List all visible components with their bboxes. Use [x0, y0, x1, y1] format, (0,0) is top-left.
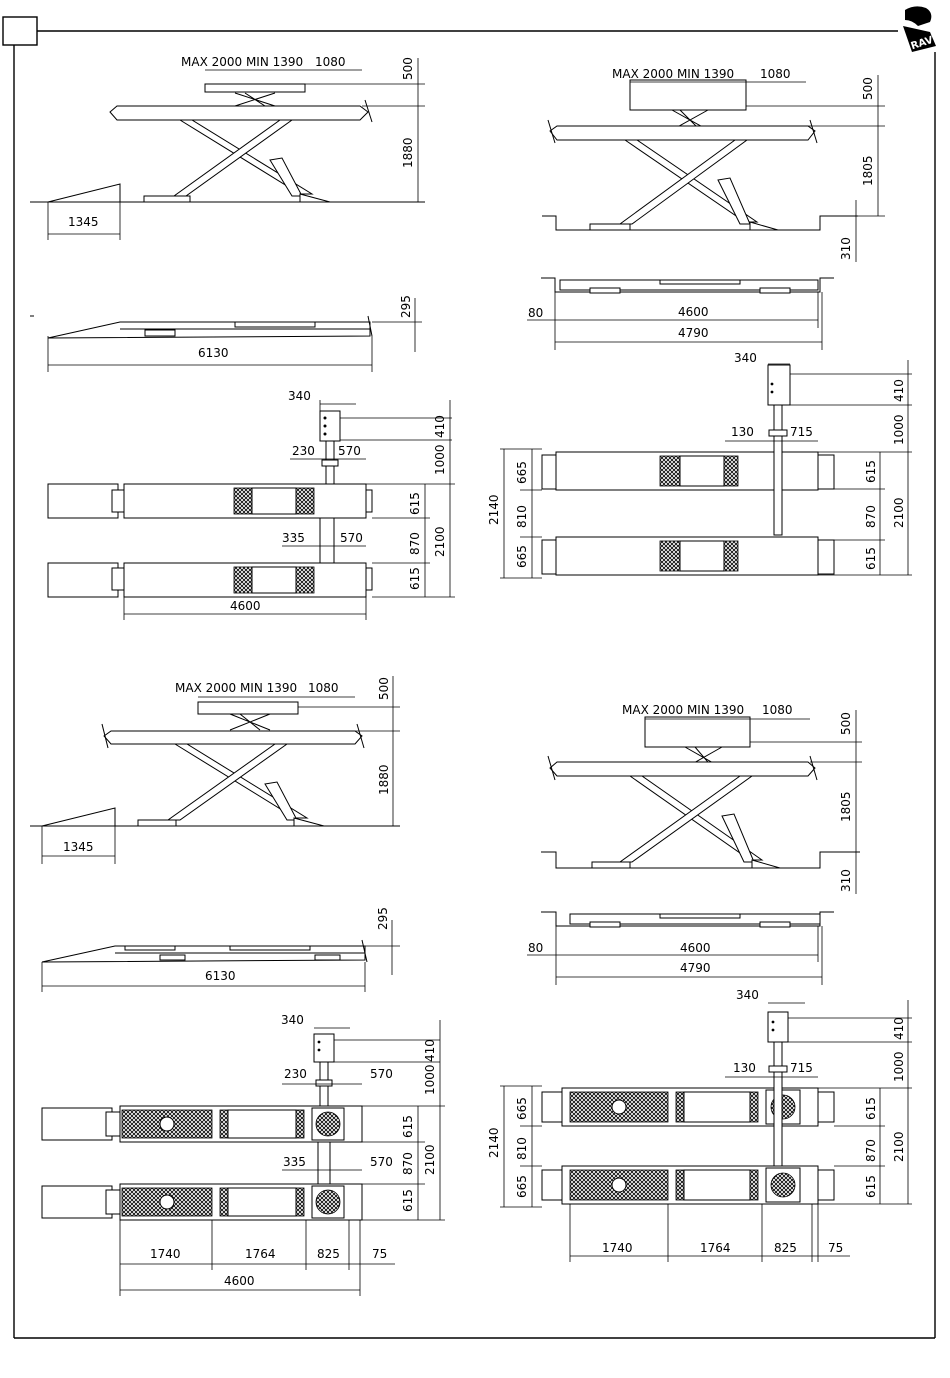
plan-view-top-left [30, 295, 422, 372]
dim-500-4: 500 [839, 712, 853, 735]
logo-text: RAV [909, 34, 935, 53]
side-view-top-right [542, 67, 885, 262]
dim-570-4: 570 [370, 1155, 393, 1169]
dim-75: 75 [372, 1247, 388, 1261]
side-view-lower-right [541, 703, 862, 894]
dim-130: 130 [731, 425, 754, 439]
rav-logo [903, 6, 936, 52]
dim-1880: 1880 [401, 137, 415, 168]
dim-615-4: 615 [401, 1115, 415, 1138]
top-view-lower-right [487, 988, 912, 1262]
dim-715: 715 [790, 425, 813, 439]
dim-810: 810 [515, 505, 529, 528]
dim-340-3: 340 [281, 1013, 304, 1027]
dim-1000: 1000 [433, 444, 447, 475]
dim-615: 615 [408, 492, 422, 515]
dim-665-2: 665 [515, 545, 529, 568]
dim-1345-2: 1345 [63, 840, 94, 854]
dim-570: 570 [338, 444, 361, 458]
dim-870-2: 870 [864, 505, 878, 528]
dim-335-2: 335 [283, 1155, 306, 1169]
dim-615-6: 615 [864, 1097, 878, 1120]
dim-410-3: 410 [423, 1039, 437, 1062]
dim-340-4: 340 [736, 988, 759, 1002]
dim-2100-2: 2100 [892, 497, 906, 528]
dim-1805: 1805 [861, 155, 875, 186]
top-view-lower-left [42, 1013, 445, 1296]
top-view-top-right [487, 351, 912, 578]
dim-340-2: 340 [734, 351, 757, 365]
dim-615-3: 615 [864, 547, 878, 570]
dim-4790: 4790 [678, 326, 709, 340]
plan-view-lower-right [527, 912, 834, 985]
dim-1080: 1080 [315, 55, 346, 69]
dim-410: 410 [433, 415, 447, 438]
dim-715-2: 715 [790, 1061, 813, 1075]
label-max-min: MAX 2000 MIN 1390 [181, 55, 304, 69]
dim-410-4: 410 [892, 1017, 906, 1040]
dim-870-4: 870 [864, 1139, 878, 1162]
top-view-top-left [48, 389, 455, 620]
label-max-min-3: MAX 2000 MIN 1390 [175, 681, 298, 695]
dim-500-2: 500 [861, 77, 875, 100]
dim-570b: 570 [340, 531, 363, 545]
label-max-min-4: MAX 2000 MIN 1390 [622, 703, 745, 717]
dim-410-2: 410 [892, 379, 906, 402]
dim-870-3: 870 [401, 1152, 415, 1175]
dim-130-2: 130 [733, 1061, 756, 1075]
dim-500: 500 [401, 57, 415, 80]
dim-310: 310 [839, 237, 853, 260]
dim-4600-2: 4600 [678, 305, 709, 319]
dim-295: 295 [399, 295, 413, 318]
dim-1000-4: 1000 [892, 1051, 906, 1082]
dim-810-2: 810 [515, 1137, 529, 1160]
dim-2140: 2140 [487, 494, 501, 525]
dim-2100-3: 2100 [423, 1144, 437, 1175]
dim-6130-2: 6130 [205, 969, 236, 983]
dim-615-7: 615 [864, 1175, 878, 1198]
dim-1740-2: 1740 [602, 1241, 633, 1255]
dim-1805-2: 1805 [839, 791, 853, 822]
dim-230: 230 [292, 444, 315, 458]
dim-1740: 1740 [150, 1247, 181, 1261]
dim-615-2: 615 [864, 460, 878, 483]
dim-1880-2: 1880 [377, 764, 391, 795]
dim-230-2: 230 [284, 1067, 307, 1081]
dim-1345: 1345 [68, 215, 99, 229]
plan-view-lower-left [42, 907, 400, 992]
plan-view-top-right [527, 278, 834, 350]
dim-615b: 615 [408, 567, 422, 590]
dim-870: 870 [408, 532, 422, 555]
dim-295-2: 295 [376, 907, 390, 930]
dim-1080-4: 1080 [762, 703, 793, 717]
side-view-lower-left [30, 676, 400, 864]
dim-1000-2: 1000 [892, 414, 906, 445]
dim-4600-3: 4600 [224, 1274, 255, 1288]
dim-310-2: 310 [839, 869, 853, 892]
label-max-min-2: MAX 2000 MIN 1390 [612, 67, 735, 81]
dim-80: 80 [528, 306, 544, 320]
dim-4600-4: 4600 [680, 941, 711, 955]
dim-1080-3: 1080 [308, 681, 339, 695]
dim-4600: 4600 [230, 599, 261, 613]
dim-75-2: 75 [828, 1241, 844, 1255]
dim-665: 665 [515, 461, 529, 484]
dim-570-3: 570 [370, 1067, 393, 1081]
dim-665-3: 665 [515, 1097, 529, 1120]
dim-2140-2: 2140 [487, 1127, 501, 1158]
dim-1000-3: 1000 [423, 1064, 437, 1095]
dim-335: 335 [282, 531, 305, 545]
dim-615-5: 615 [401, 1189, 415, 1212]
side-view-top-left [30, 55, 425, 240]
dim-665-4: 665 [515, 1175, 529, 1198]
dim-1764-2: 1764 [700, 1241, 731, 1255]
dim-1080-2: 1080 [760, 67, 791, 81]
dim-6130: 6130 [198, 346, 229, 360]
dim-2100: 2100 [433, 526, 447, 557]
dim-825-2: 825 [774, 1241, 797, 1255]
dim-4790-2: 4790 [680, 961, 711, 975]
dim-825: 825 [317, 1247, 340, 1261]
dim-500-3: 500 [377, 677, 391, 700]
dim-2100-4: 2100 [892, 1131, 906, 1162]
dim-340: 340 [288, 389, 311, 403]
dim-1764: 1764 [245, 1247, 276, 1261]
dim-80-2: 80 [528, 941, 544, 955]
